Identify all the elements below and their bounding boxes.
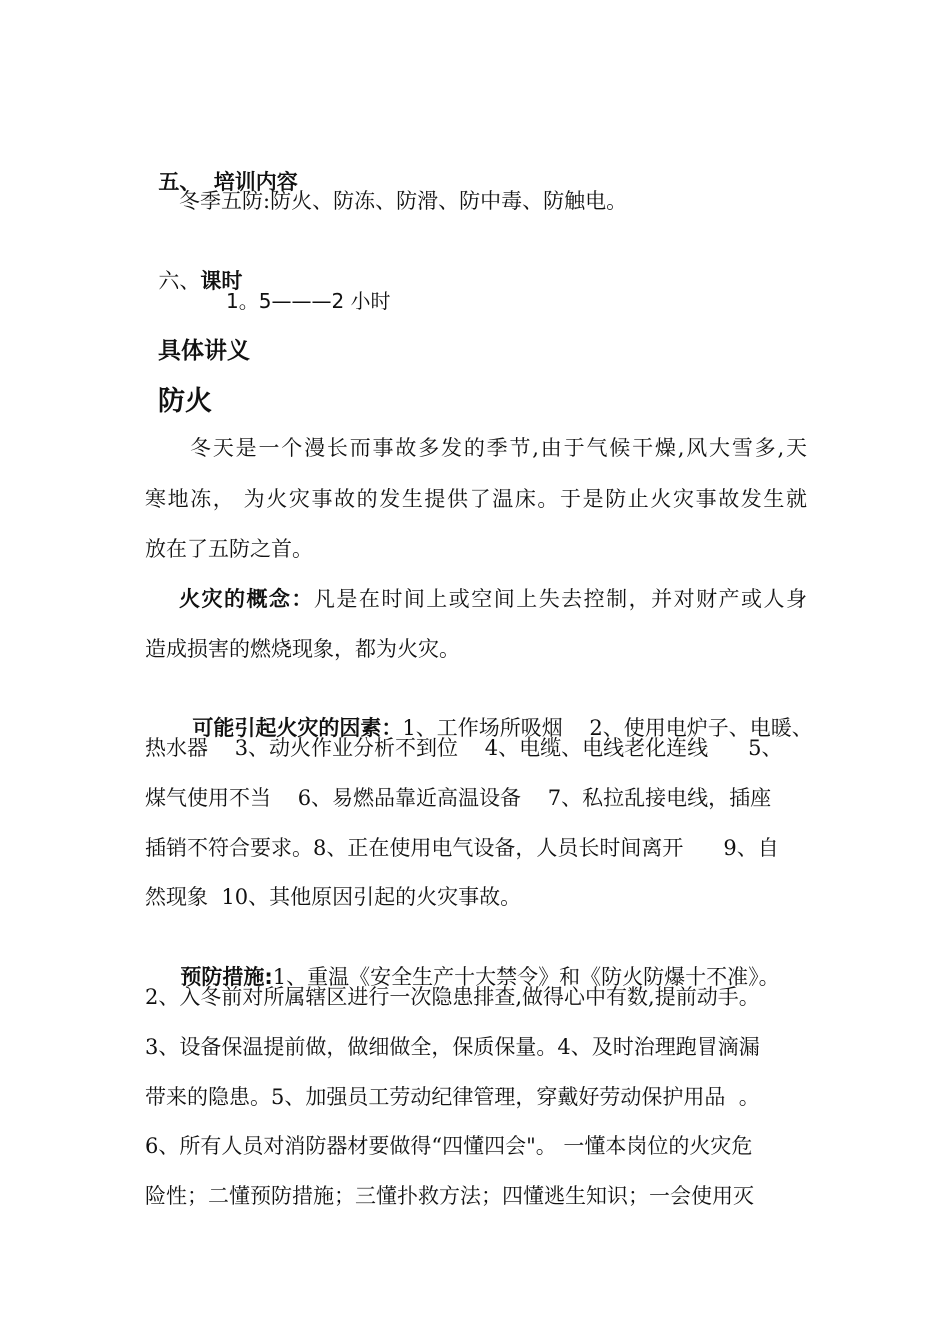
- lecture-heading: 具体讲义: [158, 338, 250, 364]
- section-number: 五、: [158, 170, 201, 194]
- prevention-line: 2、入冬前对所属辖区进行一次隐患排查,做得心中有数,提前动手。: [145, 985, 760, 1009]
- causes-line: 煤气使用不当 6、易燃品靠近高温设备 7、私拉乱接电线，插座: [145, 786, 772, 810]
- intro-line: 寒地冻， 为火灾事故的发生提供了温床。于是防止火灾事故发生就: [145, 487, 807, 511]
- prevention-line: 6、所有人员对消防器材要做得“四懂四会"。 一懂本岗位的火灾危: [145, 1134, 753, 1158]
- concept-text: 凡是在时间上或空间上失去控制，并对财产或人身: [313, 587, 807, 611]
- causes-line: 插销不符合要求。8、正在使用电气设备，人员长时间离开 9、自: [145, 836, 779, 860]
- concept-label: 火灾的概念：: [179, 587, 314, 611]
- intro-line: 冬天是一个漫长而事故多发的季节,由于气候干燥,风大雪多,天: [190, 436, 807, 460]
- section-title: 课时: [200, 269, 243, 293]
- causes-label: 可能引起火灾的因素：: [192, 716, 403, 740]
- causes-line: 然现象 10、其他原因引起的火灾事故。: [145, 885, 522, 909]
- section-five-body: 冬季五防:防火、防冻、防滑、防中毒、防触电。: [179, 189, 628, 213]
- section-six-body: 1。5———2 小时: [226, 289, 391, 313]
- prevention-line: 3、设备保温提前做，做细做全，保质保量。4、及时治理跑冒滴漏: [145, 1035, 760, 1059]
- prevention-label: 预防措施:: [180, 965, 273, 989]
- prevention-text: 1、重温《安全生产十大禁令》和《防火防爆十不准》。: [272, 965, 780, 989]
- causes-text: 1、工作场所吸烟 2、使用电炉子、电暖、: [402, 716, 813, 740]
- section-number: 六、: [158, 269, 201, 293]
- concept-line: [179, 584, 807, 614]
- intro-line: 放在了五防之首。: [145, 537, 313, 561]
- prevention-line: 险性；二懂预防措施；三懂扑救方法；四懂逃生知识；一会使用灭: [145, 1184, 754, 1208]
- concept-line: 造成损害的燃烧现象，都为火灾。: [145, 637, 460, 661]
- prevention-line: 带来的隐患。5、加强员工劳动纪律管理，穿戴好劳动保护用品 。: [145, 1085, 760, 1109]
- fire-heading: 防火: [158, 386, 212, 417]
- section-title: 培训内容: [213, 170, 298, 194]
- causes-line: 热水器 3、动火作业分析不到位 4、电缆、电线老化连线 5、: [145, 736, 783, 760]
